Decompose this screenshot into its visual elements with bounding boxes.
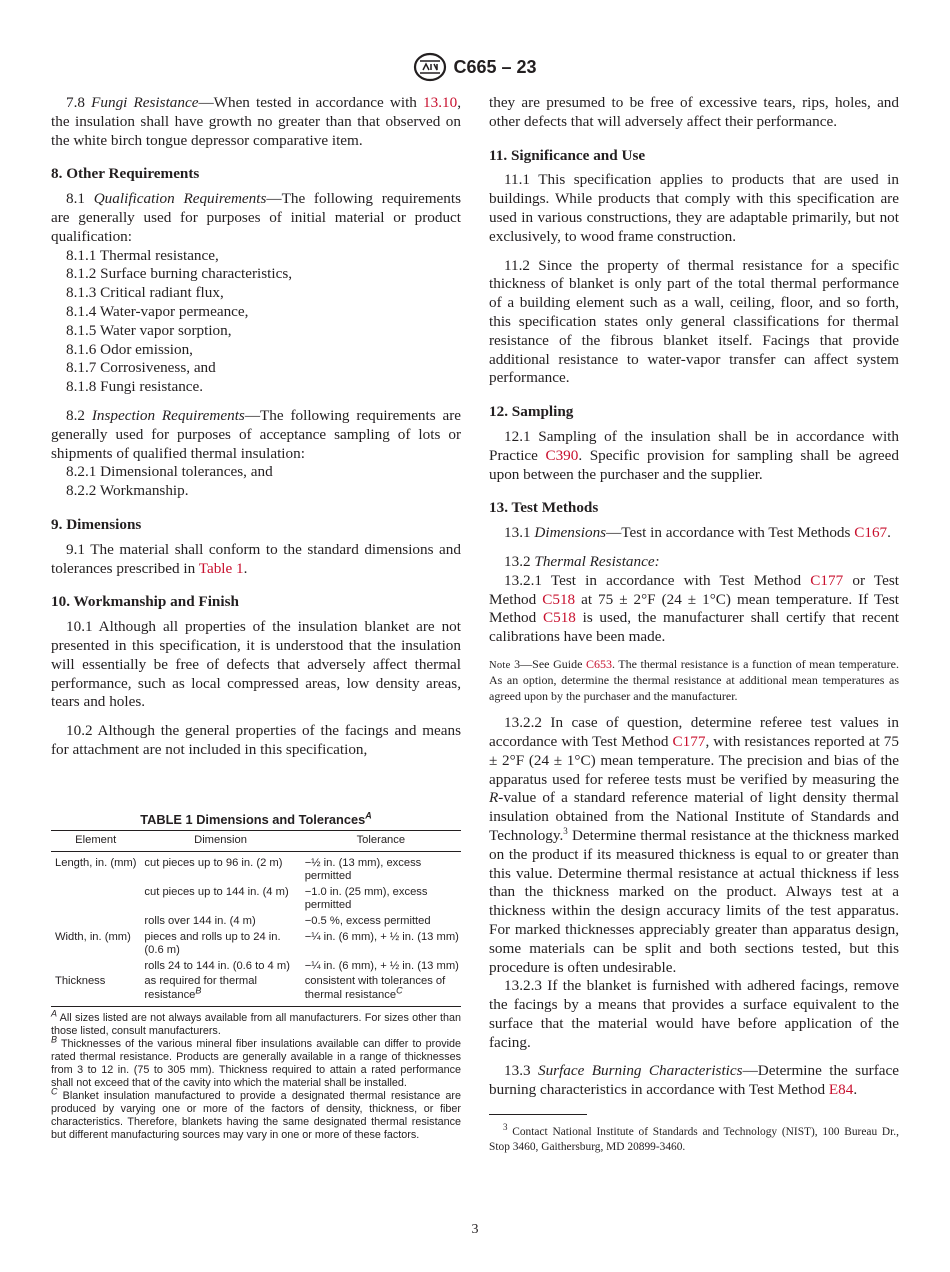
- cell-dimension: cut pieces up to 144 in. (4 m): [144, 885, 289, 898]
- paragraph-13-2-1: 13.2.1 Test in accordance with Test Method C177 or Test Method C518 at 75 ± 2°F (24 ± 1°C) mean temperature. If Test Method C518 is used, the manufacturer shall certify that recent calibrations have been made.: [489, 571, 900, 646]
- table-footnote-c: $^C$ Blanket insulation manufactured to provide a designated thermal resistance are produced by varying one or more of the factors of density, thickness, or fiber characteristics. Therefore, blankets having the same designated thermal resistance but different manufacturing sources may vary in one or more of these factors.: [51, 1086, 461, 1142]
- ref-link-c518[interactable]: C518: [542, 609, 576, 627]
- ref-link-13-10[interactable]: 13.10: [423, 94, 458, 111]
- table-row: [51, 974, 461, 1006]
- ref-link-c518[interactable]: C518: [542, 590, 576, 608]
- table-row: [51, 851, 461, 885]
- table-row: [51, 959, 461, 975]
- cell-tolerance: −0.5 %, excess permitted: [304, 914, 431, 927]
- list-8-1: [51, 247, 461, 397]
- paragraph-10-2: 10.2 Although the general properties of the facings and means for attachment are not included in this specification,: [51, 722, 461, 758]
- note-3: Note 3—See Guide C653. The thermal resistance is a function of mean temperature. As an option, determine the thermal resistance at additional mean temperatures as agreed upon by the purchaser and the manufacturer.: [489, 656, 899, 703]
- paragraph-9-1: 9.1 The material shall conform to the standard dimensions and tolerances prescribed in Table 1.: [51, 540, 461, 577]
- column-header-dimension: Dimension: [140, 831, 300, 852]
- paragraph-11-2: 11.2 Since the property of thermal resistance for a specific thickness of blanket is only part of the total thermal performance of a building element such as a wall, ceiling, floor, and so forth, this specification states only general classifications for thermal resistance of the fibrous blanket itself. Facings that provide additional resistance to water-vapor transfer can affect system performance.: [489, 256, 899, 387]
- table-footnote-a: $^A$ All sizes listed are not always available from all manufacturers. For sizes other than those listed, consult manufacturers.: [51, 1007, 461, 1037]
- cell-element: Length, in. (mm): [55, 856, 137, 869]
- dimensions-table: [51, 830, 461, 1007]
- column-header-tolerance: Tolerance: [301, 831, 461, 852]
- standard-designation: C665 – 23: [453, 56, 537, 77]
- table-1: [51, 812, 461, 1142]
- list-item: 8.1.6 Odor emission,: [66, 340, 193, 358]
- ref-link-c390[interactable]: C390: [545, 446, 579, 464]
- list-item: 8.1.8 Fungi resistance.: [66, 378, 204, 396]
- paragraph-8-1: 8.1 Qualification Requirements—The following requirements are generally used for purposes of initial material or product qualification:: [51, 190, 461, 245]
- table-row: [51, 885, 461, 914]
- ref-link-c177[interactable]: C177: [672, 732, 706, 750]
- table-title: TABLE 1 Dimensions and Tolerances$^A$: [140, 810, 372, 827]
- paragraph-13-2: 13.2 Thermal Resistance:: [504, 552, 660, 570]
- ref-link-e84[interactable]: E84: [828, 1081, 854, 1099]
- cell-tolerance: −½ in. (13 mm), excess permitted: [304, 856, 422, 883]
- table-footnote-b: $^B$ Thicknesses of the various mineral fiber insulations available can differ to provide rated thermal resistance. Products are generally available in a range of thicknesses from 3 to 12 in. (75 to 305 mm). Thickness required to attain a rated performance shall not exceed that of the cavity into which the material shall be installed.: [51, 1034, 461, 1089]
- cell-element: Width, in. (mm): [55, 930, 131, 943]
- left-column: [51, 94, 461, 770]
- cell-dimension: as required for thermal resistance$^B$: [140, 974, 300, 1006]
- section-heading-13: 13. Test Methods: [489, 499, 599, 517]
- section-heading-8: 8. Other Requirements: [51, 165, 200, 183]
- list-item: 8.1.5 Water vapor sorption,: [66, 321, 232, 339]
- table-footnotes: [51, 1007, 461, 1143]
- section-heading-11: 11. Significance and Use: [489, 146, 646, 164]
- list-item: 8.1.3 Critical radiant flux,: [66, 284, 224, 302]
- ref-link-table-1[interactable]: Table 1: [198, 559, 244, 577]
- paragraph-7-8: 7.8 Fungi Resistance—When tested in accordance with 13.10, the insulation shall have growth no greater than that observed on the white birch tongue depressor comparative item.: [51, 94, 461, 149]
- cell-dimension: rolls over 144 in. (4 m): [144, 914, 256, 927]
- list-item: 8.1.4 Water-vapor permeance,: [66, 302, 249, 320]
- cell-element: Thickness: [51, 974, 140, 1006]
- ref-link-c653[interactable]: C653: [585, 656, 612, 671]
- list-item: 8.1.1 Thermal resistance,: [66, 246, 219, 264]
- paragraph-13-1: 13.1 Dimensions—Test in accordance with Test Methods C167.: [504, 524, 891, 542]
- list-item: 8.2.1 Dimensional tolerances, and: [66, 463, 273, 481]
- page-number: 3: [471, 1222, 479, 1237]
- cell-element: [51, 885, 140, 914]
- paragraph-12-1: 12.1 Sampling of the insulation shall be in accordance with Practice C390. Specific provision for sampling shall be agreed upon between the purchaser and the supplier.: [489, 427, 899, 483]
- list-item: 8.1.2 Surface burning characteristics,: [66, 265, 293, 283]
- footnote-divider: [489, 1114, 587, 1115]
- astm-logo: [413, 52, 447, 82]
- list-item: 8.2.2 Workmanship.: [66, 482, 189, 500]
- cell-tolerance: −1.0 in. (25 mm), excess permitted: [304, 885, 428, 912]
- paragraph-10-1: 10.1 Although all properties of the insulation blanket are not presented in this specification, it is understood that the insulation will essentially be free of defects that adversely affect thermal performance, such as local compressed areas, low density areas, tears and holes.: [51, 618, 461, 711]
- cell-tolerance: consistent with tolerances of thermal resistance$^C$: [301, 974, 461, 1006]
- table-row: [51, 914, 461, 930]
- cell-tolerance: −¼ in. (6 mm), + ½ in. (13 mm): [304, 959, 459, 972]
- table-row: [51, 930, 461, 959]
- paragraph-13-2-2: 13.2.2 In case of question, determine referee test values in accordance with Test Method C177, with resistances reported at 75 ± 2°F (24 ± 1°C) mean temperature. The precision and bias of the apparatus used for referee tests must be verified by measuring the R-value of a standard reference material of light density thermal insulation obtained from the National Institute of Standards and Technology.$^3$ Determine thermal resistance at the thickness marked on the product if its measured thickness is equal to or greater than this value. Determine thermal resistance at actual thickness if less than the thickness marked on the product. Always test at a thickness within the design accuracy limits of the test apparatus. For marked thicknesses appreciably greater than apparatus design, some materials can be split and both sections tested, but this procedure is often undesirable.: [489, 714, 899, 976]
- paragraph-11-1: 11.1 This specification applies to products that are used in buildings. While products that comply with this specification are used in various constructions, they are adaptable primarily, but not exclusively, to wood frame construction.: [489, 171, 899, 245]
- paragraph-13-2-3: 13.2.3 If the blanket is furnished with adhered facings, remove the facings by a means that provides a surface equivalent to the surface that the material would have before application of the facing.: [489, 977, 899, 1051]
- paragraph-13-3: 13.3 Surface Burning Characteristics—Determine the surface burning characteristics in accordance with Test Method E84.: [489, 1062, 899, 1099]
- cell-tolerance: −¼ in. (6 mm), + ½ in. (13 mm): [304, 930, 459, 943]
- cell-element: [51, 914, 140, 930]
- section-heading-10: 10. Workmanship and Finish: [51, 593, 239, 611]
- paragraph-8-2: 8.2 Inspection Requirements—The following requirements are generally used for purposes of acceptance sampling of lots or shipments of qualified thermal insulation:: [51, 406, 461, 462]
- cell-dimension: cut pieces up to 96 in. (2 m): [144, 856, 283, 869]
- paragraph-10-2-continued: they are presumed to be free of excessive tears, rips, holes, and other defects that will adversely affect their performance.: [489, 94, 899, 130]
- footnote-3: $^3$ Contact National Institute of Standards and Technology (NIST), 100 Bureau Dr., Stop 3460, Gaithersburg, MD 20899-3460.: [489, 1122, 899, 1154]
- cell-dimension: pieces and rolls up to 24 in. (0.6 m): [144, 930, 281, 957]
- right-column: [489, 94, 899, 1166]
- ref-link-c167[interactable]: C167: [854, 524, 888, 542]
- ref-link-c177[interactable]: C177: [810, 571, 844, 589]
- section-heading-12: 12. Sampling: [489, 403, 574, 421]
- cell-dimension: rolls 24 to 144 in. (0.6 to 4 m): [144, 959, 290, 972]
- column-header-element: Element: [51, 831, 140, 852]
- section-heading-9: 9. Dimensions: [51, 515, 142, 533]
- list-8-2: [51, 463, 461, 501]
- list-item: 8.1.7 Corrosiveness, and: [66, 359, 216, 377]
- cell-element: [51, 959, 140, 975]
- page-header: [0, 52, 950, 82]
